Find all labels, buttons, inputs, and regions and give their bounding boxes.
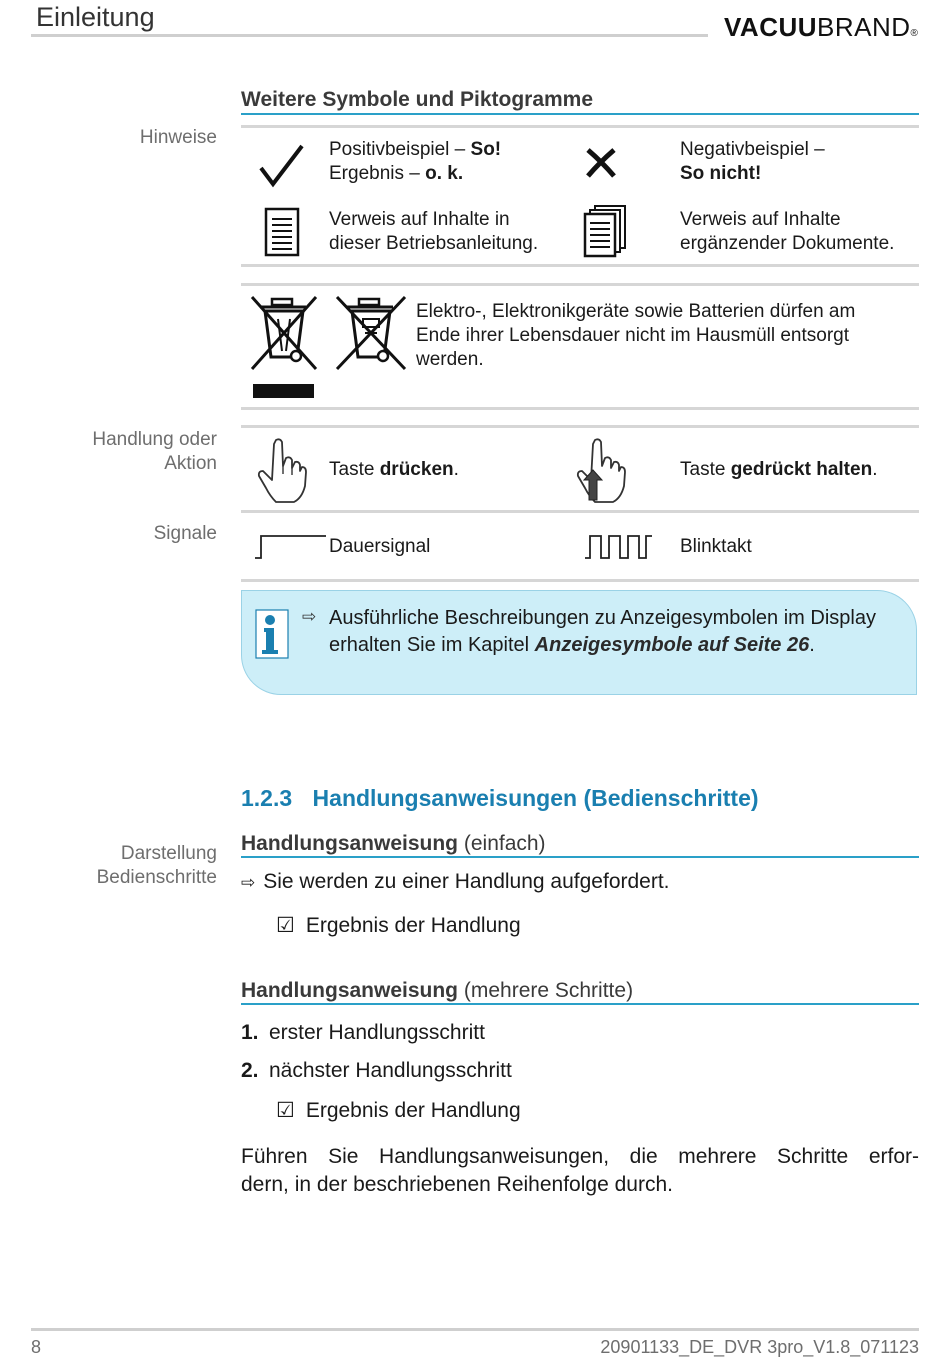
side-label-handlung-line2: Aktion xyxy=(164,453,217,474)
info-line2-post: . xyxy=(809,634,815,656)
simple-result xyxy=(276,913,521,938)
press-pre: Taste xyxy=(329,459,380,480)
rule xyxy=(241,283,919,286)
brand-light: BRAND xyxy=(817,12,911,42)
multi-heading-bold: Handlungsanweisung xyxy=(241,979,459,1002)
document-id: 20901133_DE_DVR 3pro_V1.8_071123 xyxy=(600,1337,919,1357)
ref-external-line2: ergänzender Dokumente. xyxy=(680,233,895,254)
brand-mark: ® xyxy=(910,28,919,39)
multi-result xyxy=(276,1098,521,1123)
weee-line1: Elektro-, Elektronikgeräte sowie Batterien dürfen am xyxy=(416,301,856,322)
negative-line2-bold: So nicht! xyxy=(680,163,762,184)
ref-internal-text xyxy=(329,208,538,256)
step-arrow-icon: ⇨ xyxy=(241,873,256,892)
simple-heading-rest: (einfach) xyxy=(458,832,546,855)
checkbox-icon: ☑ xyxy=(276,914,295,937)
info-text xyxy=(329,605,876,659)
step-number: 1. xyxy=(241,1021,259,1044)
info-line1: Ausführliche Beschreibungen zu Anzeigesymbolen im Display xyxy=(329,607,876,629)
side-label-handlung-line1: Handlung oder xyxy=(92,429,217,450)
documents-stack-icon xyxy=(582,204,628,258)
side-label-darstellung xyxy=(97,842,217,890)
negative-line1: Negativbeispiel – xyxy=(680,139,825,160)
ref-internal-line1: Verweis auf Inhalte in xyxy=(329,209,510,230)
brand-logo xyxy=(724,12,918,43)
side-label-darstellung-line2: Bedienschritte xyxy=(96,867,217,888)
weee-line3: werden. xyxy=(416,349,484,370)
paragraph-line1: Führen Sie Handlungsanweisungen, die mehrere Schritte erfor- xyxy=(241,1145,919,1168)
multi-result-text: Ergebnis der Handlung xyxy=(305,1099,521,1122)
simple-heading-bold: Handlungsanweisung xyxy=(241,832,459,855)
info-chapter-link[interactable]: Anzeigesymbole auf Seite 26 xyxy=(534,634,810,656)
section-title: Handlungsanweisungen (Bedienschritte) xyxy=(312,785,759,811)
pressed-hold-hand-icon xyxy=(575,436,627,504)
cross-icon xyxy=(584,146,618,180)
blink-signal-icon xyxy=(584,534,654,560)
simple-heading xyxy=(241,832,546,856)
pointing-hand-icon xyxy=(256,436,308,504)
step-text: nächster Handlungsschritt xyxy=(269,1059,512,1082)
rule xyxy=(241,579,919,582)
side-label-signale: Signale xyxy=(153,523,217,544)
weee-line2: Ende ihrer Lebensdauer nicht im Hausmüll entsorgt xyxy=(416,325,850,346)
checkbox-icon: ☑ xyxy=(276,1099,295,1122)
footer-rule xyxy=(31,1328,919,1331)
simple-result-text: Ergebnis der Handlung xyxy=(305,914,521,937)
step-number: 2. xyxy=(241,1059,259,1082)
document-icon xyxy=(264,207,300,257)
crossed-out-bin-icon xyxy=(248,293,320,373)
crossed-out-battery-bin-icon xyxy=(333,293,409,373)
hold-pre: Taste xyxy=(680,459,731,480)
multi-heading xyxy=(241,979,633,1003)
symbols-heading: Weitere Symbole und Piktogramme xyxy=(241,88,594,111)
side-label-hinweise: Hinweise xyxy=(139,127,217,148)
step-text: erster Handlungsschritt xyxy=(269,1021,485,1044)
list-item xyxy=(241,1021,485,1045)
header-rule xyxy=(31,34,708,37)
weee-text xyxy=(416,300,855,372)
section-heading xyxy=(241,785,759,812)
rule xyxy=(241,407,919,410)
simple-step-text: Sie werden zu einer Handlung aufgefordert. xyxy=(263,870,670,893)
multi-heading-rule xyxy=(241,1003,919,1005)
ref-internal-line2: dieser Betriebsanleitung. xyxy=(329,233,539,254)
info-arrow: ⇨ xyxy=(302,607,317,626)
side-label-darstellung-line1: Darstellung xyxy=(120,843,217,864)
rule xyxy=(241,264,919,267)
list-item xyxy=(241,1059,512,1083)
side-label-handlung xyxy=(92,428,217,476)
chapter-title: Einleitung xyxy=(36,2,155,32)
weee-bar xyxy=(253,384,314,398)
simple-step xyxy=(241,870,670,894)
paragraph-line2: dern, in der beschriebenen Reihenfolge durch. xyxy=(241,1173,673,1196)
info-line2-pre: erhalten Sie im Kapitel xyxy=(329,634,535,656)
rule xyxy=(241,125,919,128)
hold-bold: gedrückt halten xyxy=(730,459,873,480)
continuous-signal-icon xyxy=(254,534,328,560)
page-number: 8 xyxy=(31,1337,42,1357)
ref-external-text xyxy=(680,208,894,256)
symbols-heading-rule xyxy=(241,113,919,115)
hold-text xyxy=(680,458,877,482)
negative-text xyxy=(680,138,825,186)
hold-post: . xyxy=(872,459,878,480)
simple-heading-rule xyxy=(241,856,919,858)
positive-line1: Positivbeispiel – xyxy=(329,139,471,160)
positive-line2: Ergebnis – xyxy=(329,163,426,184)
section-number: 1.2.3 xyxy=(241,785,293,811)
paragraph xyxy=(241,1143,919,1199)
checkmark-icon xyxy=(258,142,304,188)
press-post: . xyxy=(453,459,459,480)
press-bold: drücken xyxy=(379,459,454,480)
rule xyxy=(241,425,919,428)
multi-heading-rest: (mehrere Schritte) xyxy=(458,979,634,1002)
continuous-signal-label: Dauersignal xyxy=(329,536,431,557)
positive-text xyxy=(329,138,501,186)
press-text xyxy=(329,458,459,482)
brand-bold: VACUU xyxy=(724,12,818,42)
rule xyxy=(241,510,919,513)
info-icon xyxy=(254,608,290,660)
blink-signal-label: Blinktakt xyxy=(680,536,752,557)
ref-external-line1: Verweis auf Inhalte xyxy=(680,209,841,230)
positive-line2-bold: o. k. xyxy=(425,163,464,184)
positive-line1-bold: So! xyxy=(470,139,502,160)
